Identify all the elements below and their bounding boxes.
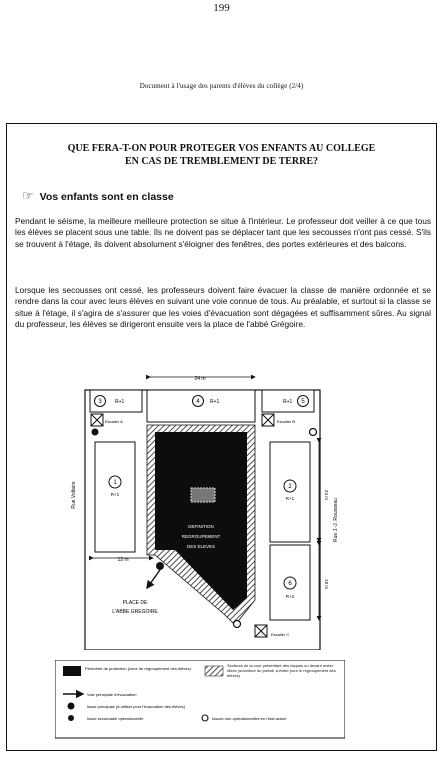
building-1-label: R+1 — [110, 492, 120, 497]
plan-legend — [55, 660, 345, 740]
stair-b-label: Escalier B — [277, 419, 296, 424]
building-1-number: 1 — [113, 480, 117, 486]
document-header: Document à l'usage des parents d'élèves du collège (2/4) — [139, 82, 304, 90]
closed-exit-c — [234, 621, 241, 628]
building-1 — [95, 442, 135, 552]
legend-perimeter-swatch — [63, 666, 81, 676]
legend-hatched-text: Secteurs de la cour présentant des risques ou devant rester libres (ouverture du portail, à éviter pour le regroupement des élèves) — [227, 663, 336, 678]
pointing-hand-icon: ☞ — [22, 188, 34, 203]
title-line-1: QUE FERA-T-ON POUR PROTEGER VOS ENFANTS AU COLLEGE — [67, 143, 376, 154]
center-line-1: DEFINITION — [188, 524, 214, 529]
dim-bottom-left-label: 12 m — [117, 557, 129, 563]
section-heading-row — [22, 188, 174, 204]
legend-route-text: Voie principale d'évacuation — [87, 692, 137, 697]
paragraph-2: Lorsque les secousses ont cessé, les professeurs doivent faire évacuer la classe de manière ordonnée et se rendre dans la cour avec leurs élèves en suivant une voie connue de tous. Au préalable, et surtout si la classe se situe à l'étage, il s'agira de s'assurer que les voies d'évacuation sont dégagées et suffisamment sûres. Au signal du professeur, les élèves se dirigeront ensuite vers la place de l'abbé Grégoire. — [15, 285, 431, 329]
legend-closed-exit-dot — [202, 715, 208, 721]
stair-c-label: Escalier C — [271, 632, 290, 637]
building-3-label: R+1 — [115, 399, 125, 405]
dim-right-lower-label: 18 m — [324, 578, 329, 590]
building-4-label: R+1 — [210, 399, 220, 405]
stair-a-label: Escalier A — [105, 419, 123, 424]
main-title — [20, 142, 423, 168]
building-5-label: R+1 — [283, 399, 293, 405]
legend-perimeter-text: Périmètre de protection (zone de regroupement des élèves) — [85, 666, 191, 671]
legend-main-exit-text: Issue principale (à utiliser pour l'évacuation des élèves) — [87, 704, 185, 709]
building-3-number: 3 — [98, 399, 102, 405]
center-line-2: REGROUPEMENT — [181, 534, 221, 539]
center-marker — [191, 488, 215, 502]
paragraph-1: Pendant le séisme, la meilleure meilleure protection se situe à l'intérieur. Le professeur doit veiller à ce que tous les élèves se placent sous une table. Ils ne doivent pas se déplacer tant que les secousses n'ont pas cessé. S'ils se trouvent à l'étage, ils doivent absolument s'éloigner des fenêtres, des portes extérieures et des balcons. — [15, 216, 431, 249]
building-6-number: 6 — [288, 581, 292, 587]
center-line-3: DES ELEVES — [186, 544, 216, 549]
dim-top-label: 24 m — [194, 376, 206, 382]
evacuation-route — [147, 570, 160, 588]
building-6-label: R+2 — [285, 594, 295, 599]
building-5-number: 5 — [301, 399, 305, 405]
dim-right-upper-label: 24 m — [324, 489, 329, 501]
legend-main-exit-dot — [68, 703, 75, 710]
closed-exit-b — [310, 429, 317, 436]
legend-closed-exit-text: Issues non opérationnelles en l'état actuel — [212, 716, 287, 721]
building-2-label: R+1 — [285, 496, 295, 501]
main-exit — [156, 562, 164, 570]
legend-hatched-swatch — [205, 666, 223, 676]
building-2-number: 2 — [288, 484, 292, 490]
legend-secondary-exit-dot — [68, 715, 74, 721]
title-line-2: EN CAS DE TREMBLEMENT DE TERRE? — [124, 156, 319, 167]
page-number: 199 — [213, 2, 230, 14]
school-site-plan — [55, 370, 345, 650]
place-label-2: L'ABBE GREGOIRE — [112, 609, 158, 615]
legend-secondary-exit-text: Issue secondaire opérationnelle — [87, 716, 144, 721]
secondary-exit-a — [92, 429, 99, 436]
street-right-label: Rue J.-J. Rousseau — [333, 498, 339, 542]
place-label-1: PLACE DE — [122, 600, 148, 606]
building-4-number: 4 — [196, 399, 200, 405]
street-left-label: Rue Voltaire — [71, 481, 77, 509]
section-heading: Vos enfants sont en classe — [39, 191, 174, 203]
